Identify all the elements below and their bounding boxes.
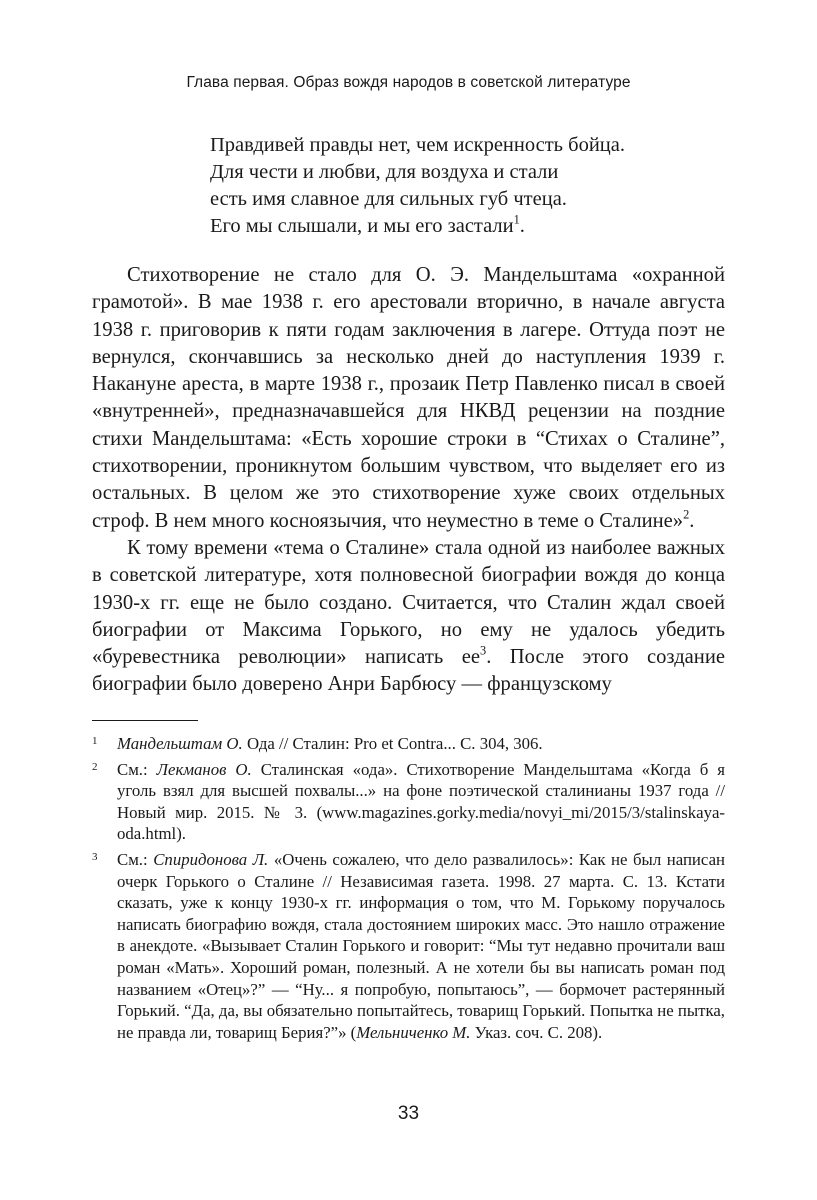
paragraph: К тому времени «тема о Сталине» стала одной из наиболее важных в советской литературе, хотя полновесной биографии вождя до конца 1930-х гг. еще не было создано. Считается, что Сталин ждал своей биографии от Максима Горького, но ему не удалось убедить «буревестника революции» написать $ее^3$. После этого создание биографии было доверено Анри Барбюсу — французскому (92, 536, 725, 696)
footnote-ref: 3 (480, 643, 487, 658)
footnote-number: 2 (92, 760, 98, 773)
page-number: 33 (397, 1103, 420, 1124)
poem-line: Его мы слышали, и мы его застали$^1$. (210, 212, 525, 237)
poem-line: есть имя славное для сильных губ чтеца. (210, 188, 567, 210)
footnote-author: Мельниченко М. (356, 1022, 471, 1042)
paragraph: Стихотворение не стало для О. Э. Мандельштама «охранной грамотой». В мае 1938 г. его арестовали вторично, в начале августа 1938 г. приговорив к пяти годам заключения в лагере. Оттуда поэт не вернулся, скончавшись за несколько дней до наступления 1939 г. Накануне ареста, в марте 1938 г., прозаик Петр Павленко писал в своей «внутренней», предназначавшейся для НКВД рецензии на поздние стихи Мандельштама: «Есть хорошие строки в “Стихах о Сталине”, стихотворении, проникнутом большим чувством, что выделяет его из остальных. В целом же это стихотворение хуже своих отдельных строф. В нем много косноязычия, что неуместно в теме о Сталине»$^2$. (92, 264, 725, 532)
footnotes (92, 733, 725, 1047)
running-head: Глава первая. Образ вождя народов в советской литературе (186, 74, 631, 91)
footnote: 1 Мандельштам О. Ода // Сталин: Pro et Contra... С. 304, 306. (92, 733, 725, 755)
poem-line: Для чести и любви, для воздуха и стали (210, 161, 559, 183)
poem-line: Правдивей правды нет, чем искренность бойца. (210, 134, 625, 156)
footnote-ref: 1 (513, 212, 520, 227)
main-text (92, 262, 725, 699)
footnote: 2 См.: Лекманов О. Сталинская «ода». Стихотворение Мандельштама «Когда б я уголь взял для высшей похвалы...» на фоне поэтической сталинианы 1937 года // Новый мир. 2015. № 3. (www.magazines.gorky.media/novyi_mi/2015/3/stalinskaya-oda.html). (92, 759, 725, 845)
footnote-number: 3 (92, 850, 98, 863)
footnote-author: Лекманов О. (156, 759, 252, 779)
footnote-separator (92, 720, 198, 721)
footnote: 3 См.: Спиридонова Л. «Очень сожалею, что дело развалилось»: Как не был написан очерк Горького о Сталине // Независимая газета. 1998. 27 марта. С. 13. Кстати сказать, уже к концу 1930-х гг. информация о том, что М. Горькому поручалось написать биографию вождя, стала достоянием широких масс. Это нашло отражение в анекдоте. «Вызывает Сталин Горького и говорит: “Мы тут недавно прочитали ваш роман «Мать». Хороший роман, полезный. А не хотели бы вы написать роман под названием «Отец»?” — “Ну... я попробую, попытаюсь”, — бормочет растерянный Горький. “Да, да, вы обязательно попытайтесь, товарищ Горький. Попытка не пытка, не правда ли, товарищ Берия?”» (Мельниченко М. Указ. соч. С. 208). (92, 849, 725, 1043)
footnote-number: 1 (92, 735, 98, 747)
footnote-author: Мандельштам О. (117, 734, 243, 753)
poem-stanza (210, 132, 625, 240)
footnote-author: Спиридонова Л. (153, 849, 269, 869)
footnote-ref: 2 (683, 507, 690, 522)
